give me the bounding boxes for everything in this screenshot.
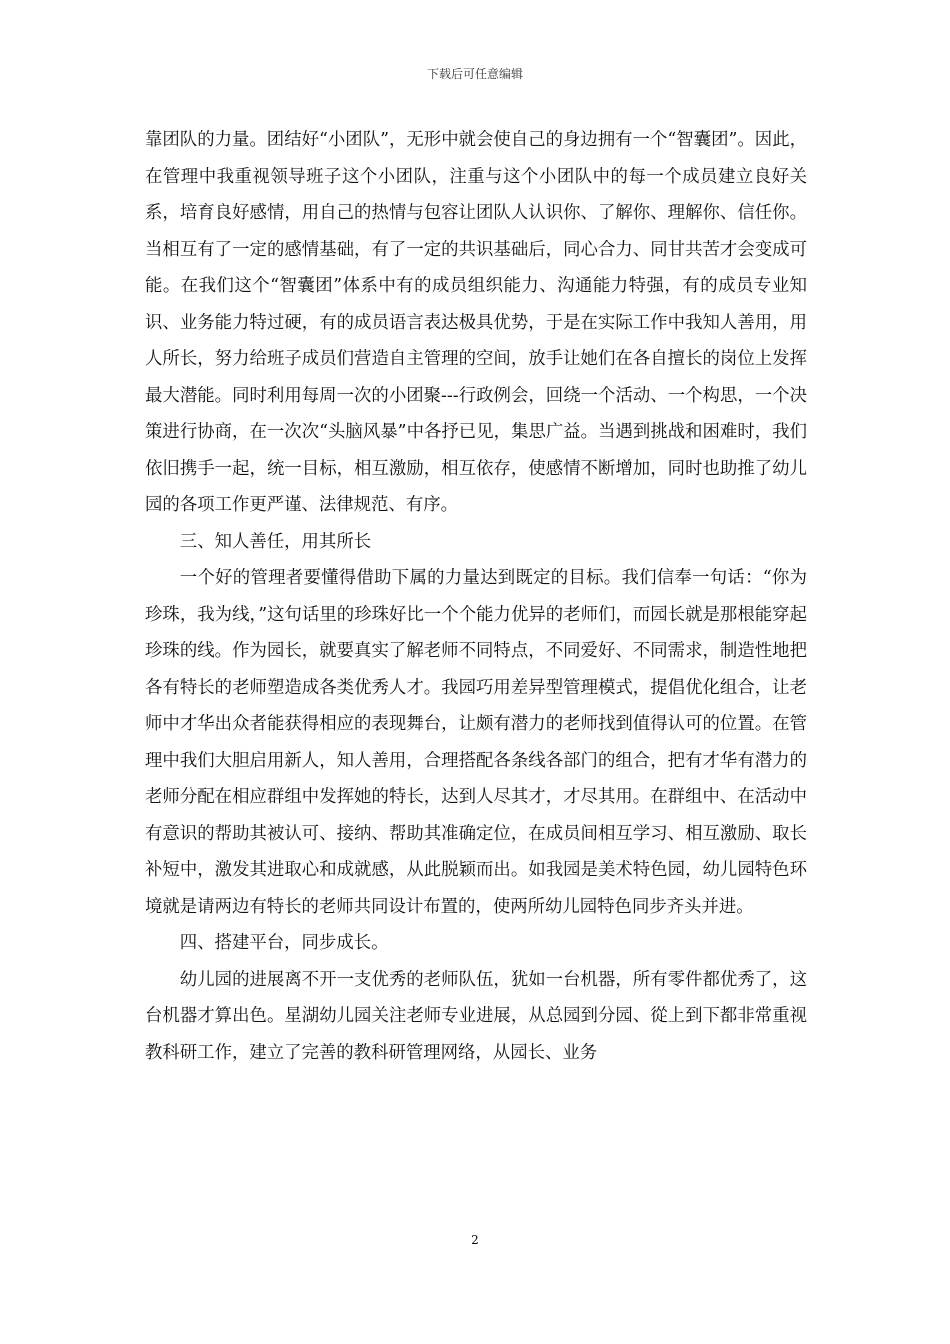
paragraph: 一个好的管理者要懂得借助下属的力量达到既定的目标。我们信奉一句话：“你为珍珠，我为线，”这句话里的珍珠好比一个个能力优异的老师们，而园长就是那根能穿起珍珠的线。作为园长，就要真实了解老师不同特点，不同爱好、不同需求，制造性地把各有特长的老师塑造成各类优秀人才。我园巧用差异型管理模式，提倡优化组合，让老师中才华出众者能获得相应的表现舞台，让颇有潜力的老师找到值得认可的位置。在管理中我们大胆启用新人，知人善用，合理搭配各条线各部门的组合，把有才华有潜力的老师分配在相应群组中发挥她的特长，达到人尽其才，才尽其用。在群组中、在活动中有意识的帮助其被认可、接纳、帮助其准确定位，在成员间相互学习、相互激励、取长补短中，激发其进取心和成就感，从此脱颖而出。如我园是美术特色园，幼儿园特色环境就是请两边有特长的老师共同设计布置的，使两所幼儿园特色同步齐头并进。 (145, 568, 807, 917)
paragraph-continuation: 靠团队的力量。团结好“小团队”，无形中就会使自己的身边拥有一个“智囊团”。因此，在管理中我重视领导班子这个小团队，注重与这个小团队中的每一个成员建立良好关系，培育良好感情，用自己的热情与包容让团队人认识你、了解你、理解你、信任你。当相互有了一定的感情基础，有了一定的共识基础后，同心合力、同甘共苦才会变成可能。在我们这个“智囊团”体系中有的成员组织能力、沟通能力特强，有的成员专业知识、业务能力特过硬，有的成员语言表达极具优势，于是在实际工作中我知人善用，用人所长，努力给班子成员们营造自主管理的空间，放手让她们在各自擅长的岗位上发挥最大潜能。同时利用每周一次的小团聚---行政例会，回绕一个活动、一个构思，一个决策进行协商，在一次次“头脑风暴”中各抒已见，集思广益。当遇到挑战和困难时，我们依旧携手一起，统一目标，相互激励，相互依存，使感情不断增加，同时也助推了幼儿园的各项工作更严谨、法律规范、有序。 (145, 130, 807, 515)
document-body (145, 122, 807, 1071)
page-header: 下载后可任意编辑 (426, 67, 523, 81)
page-number: 2 (471, 1233, 479, 1247)
section-heading-4: 四、搭建平台，同步成长。 (179, 933, 389, 953)
section-heading-3: 三、知人善任，用其所长 (179, 531, 372, 552)
paragraph: 幼儿园的进展离不开一支优秀的老师队伍，犹如一台机器，所有零件都优秀了，这台机器才算出色。星湖幼儿园关注老师专业进展，从总园到分园、從上到下都非常重视教科研工作，建立了完善的教科研管理网络，从园长、业务 (145, 969, 807, 1063)
